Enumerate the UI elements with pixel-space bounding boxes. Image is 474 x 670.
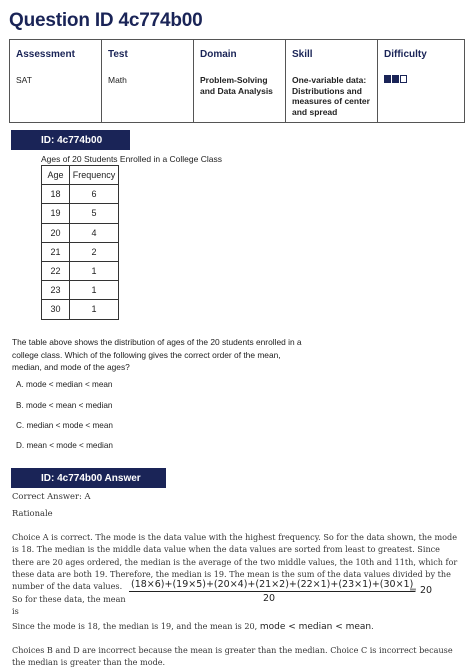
difficulty-bar-filled [384, 75, 391, 83]
mean-result: = 20 [409, 585, 433, 596]
meta-assessment-value: SAT [16, 75, 32, 85]
table-header-row [42, 166, 119, 185]
mean-numerator: (18×6)+(19×5)+(20×4)+(21×2)+(22×1)+(23×1)+(30×1) [131, 579, 414, 590]
meta-assessment-label: Assessment [16, 49, 75, 60]
table-row [42, 185, 119, 204]
table-cell-age: 18 [42, 185, 70, 204]
table-cell-frequency: 1 [70, 300, 119, 319]
meta-test [102, 40, 194, 122]
table-row [42, 261, 119, 280]
rationale-paragraph-2-end: . [371, 621, 374, 631]
question-metadata-table [9, 39, 465, 123]
meta-difficulty [378, 40, 464, 122]
table-cell-age: 22 [42, 261, 70, 280]
meta-test-value: Math [108, 75, 127, 85]
order-expression: mode < median < mean [259, 622, 372, 632]
table-cell-age: 30 [42, 300, 70, 319]
page-title: Question ID 4c774b00 [9, 10, 203, 31]
meta-skill [286, 40, 378, 122]
meta-skill-value: One-variable data: Distributions and measures of center and spread [292, 75, 370, 117]
choice-a: A. mode < median < mean [16, 380, 113, 389]
table-row [42, 300, 119, 319]
difficulty-indicator [384, 75, 459, 83]
correct-answer: Correct Answer: A [12, 491, 91, 501]
table-header-age: Age [42, 166, 70, 185]
table-row [42, 281, 119, 300]
frequency-table [41, 165, 119, 320]
table-cell-frequency: 1 [70, 281, 119, 300]
rationale-paragraph-3: Choices B and D are incorrect because the mean is greater than the median. Choice C is incorrect because the median is greater than the mode. [12, 645, 453, 668]
table-cell-age: 23 [42, 281, 70, 300]
rationale-heading: Rationale [12, 508, 53, 518]
rationale-paragraph-2 [12, 620, 464, 633]
choice-c: C. median < mode < mean [16, 421, 113, 430]
meta-domain-label: Domain [200, 49, 237, 60]
mean-denominator: 20 [262, 593, 276, 604]
difficulty-bar-filled [392, 75, 399, 83]
table-cell-frequency: 1 [70, 261, 119, 280]
table-cell-age: 19 [42, 204, 70, 223]
question-prompt: The table above shows the distribution of ages of the 20 students enrolled in a college class. Which of the following gives the correct order of the mean, median, and mode of the ages? [12, 337, 302, 373]
table-cell-frequency: 2 [70, 242, 119, 261]
meta-domain [194, 40, 286, 122]
rationale-paragraph-2-text: Since the mode is 18, the median is 19, and the mean is 20, [12, 621, 258, 631]
table-row [42, 223, 119, 242]
table-cell-frequency: 4 [70, 223, 119, 242]
choice-b: B. mode < mean < median [16, 401, 113, 410]
table-cell-age: 21 [42, 242, 70, 261]
choice-d: D. mean < mode < median [16, 441, 113, 450]
mean-fraction [129, 579, 414, 604]
table-row [42, 204, 119, 223]
table-row [42, 242, 119, 261]
difficulty-bar-empty [400, 75, 407, 83]
meta-assessment [10, 40, 102, 122]
meta-difficulty-label: Difficulty [384, 49, 427, 60]
mean-intro: So for these data, the mean is [12, 594, 126, 617]
table-caption: Ages of 20 Students Enrolled in a College Class [41, 154, 222, 164]
table-cell-age: 20 [42, 223, 70, 242]
table-header-frequency: Frequency [70, 166, 119, 185]
meta-test-label: Test [108, 49, 128, 60]
answer-id-bar: ID: 4c774b00 Answer [11, 468, 166, 488]
table-cell-frequency: 6 [70, 185, 119, 204]
meta-domain-value: Problem-Solving and Data Analysis [200, 75, 273, 96]
meta-skill-label: Skill [292, 49, 313, 60]
question-id-bar: ID: 4c774b00 [11, 130, 130, 150]
table-cell-frequency: 5 [70, 204, 119, 223]
rationale-paragraph-1: Choice A is correct. The mode is the data value with the highest frequency. So for the data shown, the mode is 18. The median is the middle data value when the data values are sorted from least to greatest. Since there are 20 ages ordered, the median is the average of the two middle values, the 10th and 11th, which for these data are both 19. Therefore, the median is 19. The mean is the sum of the data values divided by the number of the data values. [12, 532, 458, 592]
